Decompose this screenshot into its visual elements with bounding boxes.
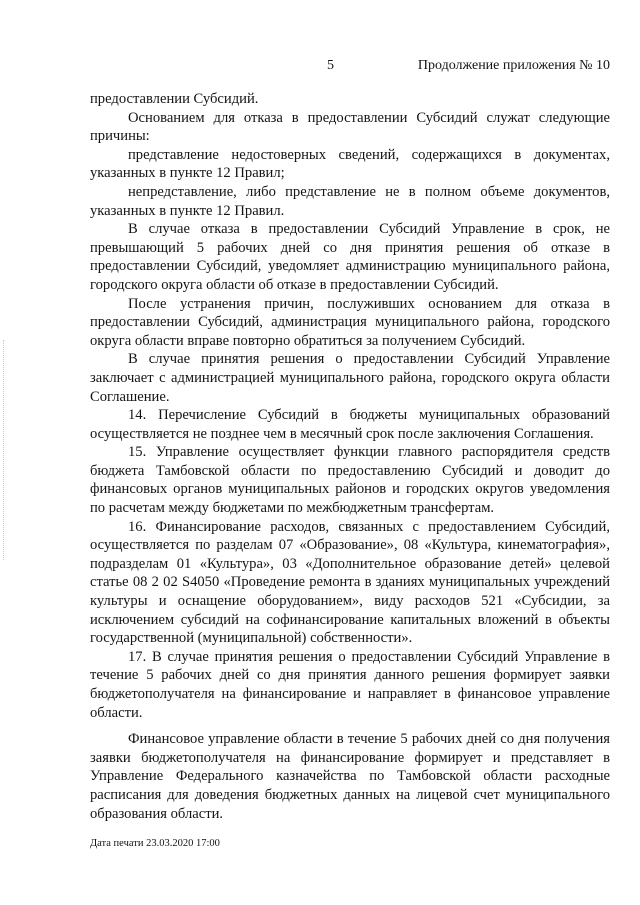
- paragraph-refusal-grounds: Основанием для отказа в предоставлении Субсидий служат следующие причины:: [90, 109, 610, 145]
- paragraph-reapplication: После устранения причин, послуживших основанием для отказа в предоставлении Субсидий, администрация муниципального района, городского округа области вправе повторно обратиться за получением Субсидий.: [90, 295, 610, 349]
- paragraph-finance-office: Финансовое управление области в течение 5 рабочих дней со дня получения заявки бюджетополучателя на финансирование формирует и представляет в Управление Федерального казначейства по Тамбовской области расходные расписания для доведения бюджетных данных на лицевой счет муниципального образования области.: [90, 731, 610, 822]
- appendix-continuation-label: Продолжение приложения № 10: [417, 58, 610, 73]
- print-date: Дата печати 23.03.2020 17:00: [90, 838, 220, 849]
- paragraph-continuation: предоставлении Субсидий.: [90, 91, 259, 107]
- paragraph-agreement: В случае принятия решения о предоставлении Субсидий Управление заключает с администрацией муниципального района, городского округа области Соглашение.: [90, 351, 610, 405]
- paragraph-clause-14: 14. Перечисление Субсидий в бюджеты муниципальных образований осуществляется не позднее чем в месячный срок после заключения Соглашения.: [90, 407, 610, 442]
- document-body: [90, 90, 610, 823]
- paragraph-clause-17: 17. В случае принятия решения о предоставлении Субсидий Управление в течение 5 рабочих дней со дня принятия данного решения формирует заявки бюджетополучателя на финансирование и направляет в финансовое управление области.: [90, 648, 610, 721]
- paragraph-clause-15: 15. Управление осуществляет функции главного распорядителя средств бюджета Тамбовской области по предоставлению Субсидий и доводит до финансовых органов муниципальных районов и городских округов уведомления по расчетам между бюджетами по межбюджетным трансфертам.: [90, 444, 610, 517]
- paragraph-ground-false-info: представление недостоверных сведений, содержащихся в документах, указанных в пункте 12 Правил;: [90, 146, 610, 182]
- page-number: 5: [327, 58, 334, 73]
- paragraph-clause-16: 16. Финансирование расходов, связанных с предоставлением Субсидий, осуществляется по разделам 07 «Образование», 08 «Культура, кинематография», подразделам 01 «Культура», 03 «Дополнительное образование детей» целевой статье 08 2 02 S4050 «Проведение ремонта в зданиях муниципальных учреждений культуры и оснащение оборудованием», виду расходов 521 «Субсидии, за исключением субсидий на софинансирование капитальных вложений в объекты государственной (муниципальной) собственности».: [90, 518, 610, 647]
- paragraph-ground-missing-docs: непредставление, либо представление не в полном объеме документов, указанных в пункте 12 Правил.: [90, 183, 610, 219]
- paragraph-refusal-notice: В случае отказа в предоставлении Субсидий Управление в срок, не превышающий 5 рабочих дней со дня принятия решения об отказе в предоставлении Субсидий, уведомляет администрацию муниципального района, городского округа области об отказе в предоставлении Субсидий.: [90, 221, 610, 293]
- scan-margin-mark: [3, 340, 6, 560]
